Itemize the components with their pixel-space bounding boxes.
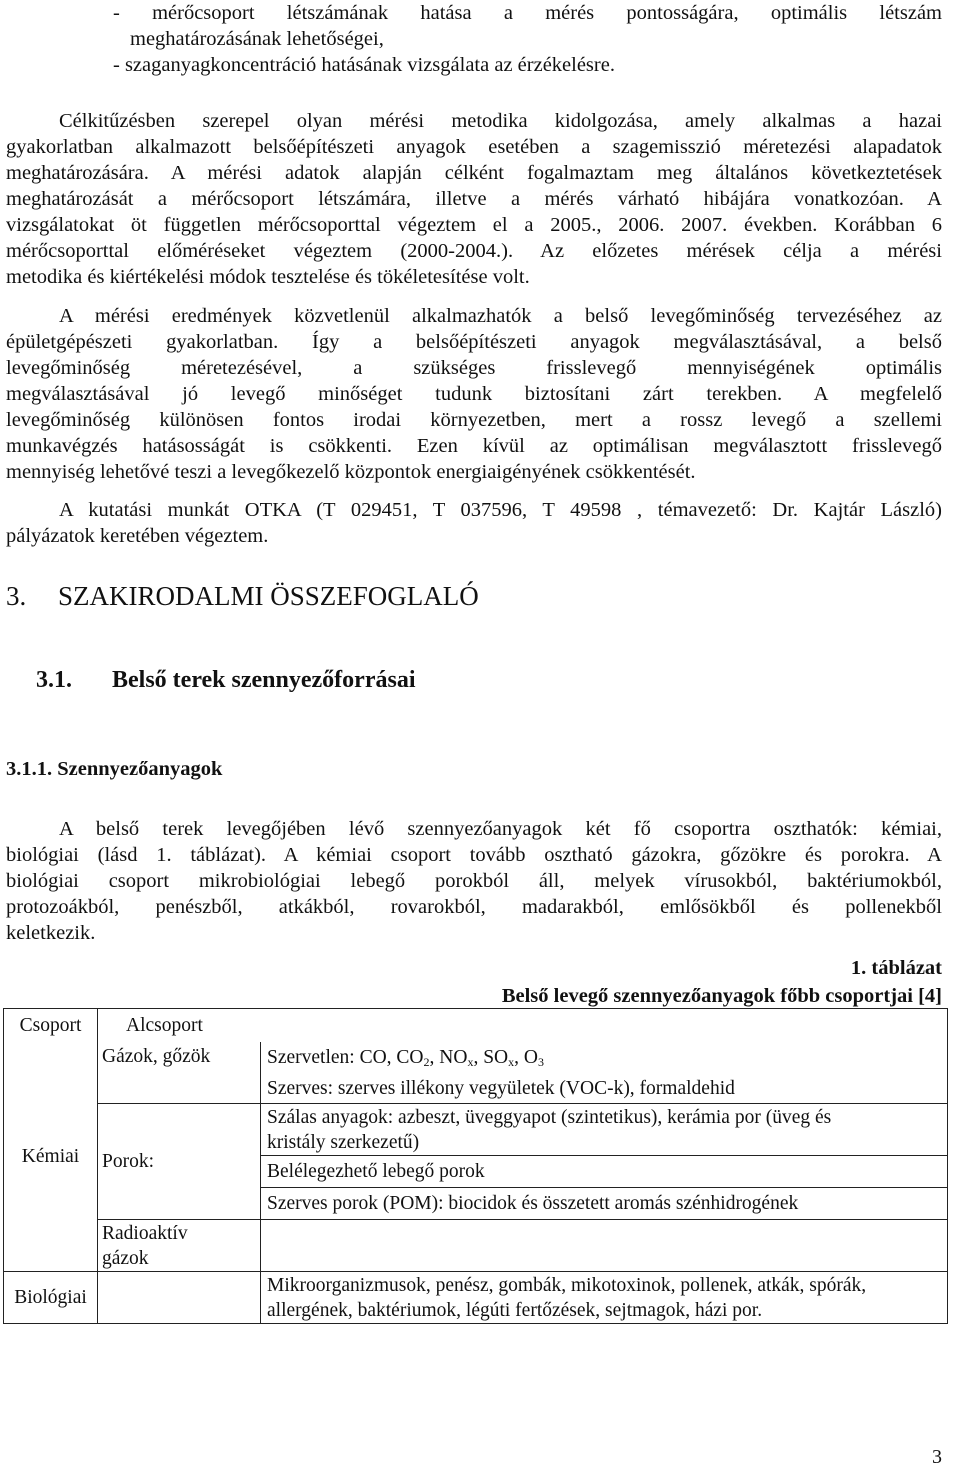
subsubsection-title: Szennyezőanyagok [57, 758, 223, 780]
item-biological-line-2: allergének, baktériumok, légúti fertőzések, sejtmagok, házi por. [267, 1299, 763, 1321]
table-row [4, 1272, 948, 1324]
paragraph-line: biológiai (lásd 1. táblázat). A kémiai csoport tovább osztható gázokra, gőzökre és porokra. A [6, 844, 942, 866]
list-item-1-line-1: - mérőcsoport létszámának hatása a mérés pontosságára, optimális létszám [113, 2, 942, 24]
paragraph-line: gyakorlatban alkalmazott belsőépítészeti anyagok esetében a szagemisszió méretezési alapadatok [6, 136, 942, 158]
paragraph-line: épületgépészeti gyakorlatban. Így a belsőépítészeti anyagok megválasztásával, a belső [6, 331, 942, 353]
item-fibrous-line-1: Szálas anyagok: azbeszt, üveggyapot (szintetikus), kerámia por (üveg és [267, 1106, 832, 1128]
subsection-number: 3.1. [36, 667, 72, 693]
item-radioactive-empty [261, 1220, 948, 1272]
item-biological [261, 1272, 948, 1324]
list-item-1-line-2: meghatározásának lehetőségei, [130, 28, 384, 50]
paragraph-line: metodika és kiértékelési módok tesztelése és tökéletesítése volt. [6, 266, 530, 288]
paragraph-line: A kutatási munkát OTKA (T 029451, T 037596, T 49598 , témavezető: Dr. Kajtár László) [59, 499, 942, 521]
paragraph-line: mérőcsoporttal előméréseket végeztem (2000-2004.). Az előzetes mérések célja a mérési [6, 240, 942, 262]
paragraph-line: levegőminőség méretezésével, a szükséges frisslevegő mennyiségének optimális [6, 357, 942, 379]
subscript: x [467, 1055, 474, 1069]
pollutant-table [3, 1008, 948, 1324]
group-biological: Biológiai [4, 1272, 98, 1324]
section-heading [6, 580, 479, 612]
table-row [4, 1220, 948, 1272]
paragraph-line: megválasztásával jó levegő minőséget tudunk biztosítani zárt terekben. A megfelelő [6, 383, 942, 405]
table-header-empty [261, 1009, 948, 1042]
paragraph-line: A mérési eredmények közvetlenül alkalmazhatók a belső levegőminőség tervezéséhez az [59, 305, 942, 327]
table-header-group: Csoport [4, 1009, 98, 1042]
subscript: 3 [537, 1055, 544, 1069]
paragraph-line: protozoákból, penészből, atkákból, rovarokból, madarakból, emlősökből és pollenekből [6, 896, 942, 918]
item-fibrous-line-2: kristály szerkezetű) [267, 1131, 420, 1153]
item-inhalable: Belélegezhető lebegő porok [261, 1156, 948, 1188]
paragraph-line: pályázatok keretében végeztem. [6, 525, 269, 547]
subsection-heading [36, 665, 415, 695]
item-organic-dust: Szerves porok (POM): biocidok és összetett aromás szénhidrogének [261, 1188, 948, 1220]
subsection-title: Belső terek szennyezőforrásai [112, 667, 416, 693]
subsubsection-number: 3.1.1. [6, 758, 53, 780]
section-title: SZAKIRODALMI ÖSSZEFOGLALÓ [58, 581, 479, 611]
subgroup-radioactive-line-2: gázok [102, 1247, 149, 1269]
subgroup-biological-empty [98, 1272, 261, 1324]
list-item-2: - szaganyagkoncentráció hatásának vizsgálata az érzékelésre. [113, 54, 615, 76]
paragraph-funding [6, 497, 942, 549]
paragraph-line: biológiai csoport mikrobiológiai lebegő porokból áll, melyek vírusokból, baktériumokból, [6, 870, 942, 892]
list-item-1 [113, 0, 942, 26]
subscript: 2 [423, 1055, 430, 1069]
paragraph-line: A belső terek levegőjében lévő szennyezőanyagok két fő csoportra oszthatók: kémiai, [59, 818, 942, 840]
group-chemical: Kémiai [4, 1042, 98, 1272]
subgroup-radioactive [98, 1220, 261, 1272]
subsubsection-heading [6, 756, 222, 782]
paragraph-line: keletkezik. [6, 922, 96, 944]
item-inorganic [261, 1042, 948, 1074]
table-row [4, 1104, 948, 1156]
paragraph-line: meghatározására. A mérési adatok alapján célként fogalmaztam meg általános következtetések [6, 162, 942, 184]
paragraph-applications [6, 303, 942, 485]
item-inorganic-text: Szervetlen: CO, CO [267, 1047, 424, 1068]
item-inorganic-text: , NO [429, 1047, 468, 1068]
table-row [4, 1042, 948, 1074]
item-biological-line-1: Mikroorganizmusok, penész, gombák, mikotoxinok, pollenek, atkák, spórák, [267, 1274, 867, 1296]
item-inorganic-text: , O [514, 1047, 538, 1068]
page-number: 3 [932, 1446, 942, 1468]
item-inorganic-text: , SO [473, 1047, 509, 1068]
paragraph-line: munkavégzés hatásosságát is csökkenti. Ezen kívül az optimálisan megválasztott frisslevegő [6, 435, 942, 457]
item-fibrous [261, 1104, 948, 1156]
paragraph-line: mennyiség lehetővé teszi a levegőkezelő központok energiaigényének csökkentését. [6, 461, 696, 483]
paragraph-line: levegőminőség különösen fontos irodai környezetben, mert a rossz levegő a szellemi [6, 409, 942, 431]
paragraph-pollutants [6, 816, 942, 946]
paragraph-line: Célkitűzésben szerepel olyan mérési metodika kidolgozása, amely alkalmas a hazai [59, 110, 942, 132]
paragraph-line: meghatározását a mérőcsoport létszámára, illetve a mérés várható hibájára vonatkozóan. A [6, 188, 942, 210]
subgroup-dusts: Porok: [98, 1104, 261, 1220]
table-row [4, 1009, 948, 1042]
subscript: x [508, 1055, 515, 1069]
table-title: Belső levegő szennyezőanyagok főbb csoportjai [4] [501, 985, 942, 1007]
paragraph-objectives [6, 108, 942, 290]
table-number: 1. táblázat [850, 957, 942, 979]
subgroup-gases: Gázok, gőzök [98, 1042, 261, 1104]
subgroup-radioactive-line-1: Radioaktív [102, 1222, 188, 1244]
item-organic: Szerves: szerves illékony vegyületek (VOC-k), formaldehid [261, 1074, 948, 1104]
table-header-subgroup: Alcsoport [98, 1009, 261, 1042]
section-number: 3. [6, 581, 27, 611]
paragraph-line: vizsgálatokat öt független mérőcsoporttal végeztem el a 2005., 2006. 2007. években. Korábban 6 [6, 214, 942, 236]
